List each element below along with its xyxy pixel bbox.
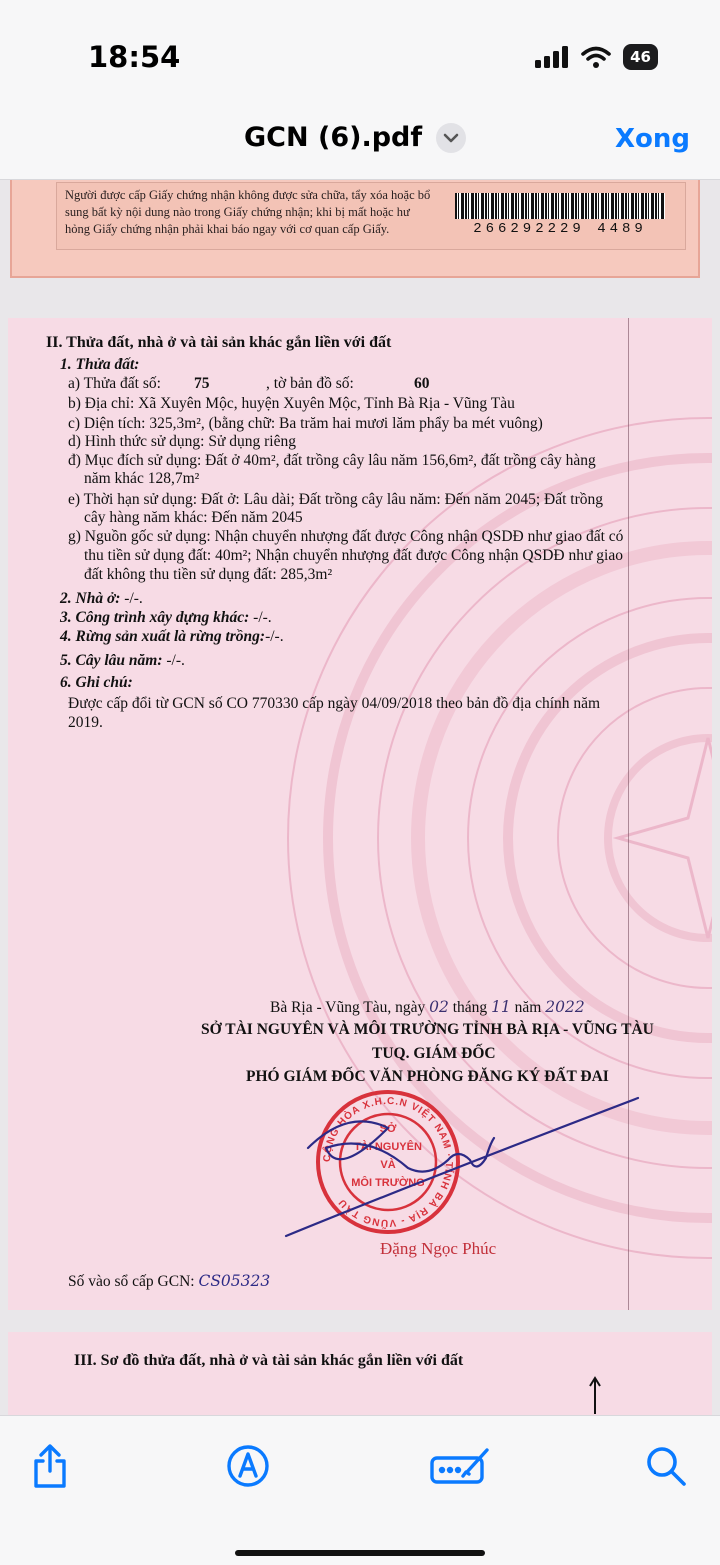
area-line: c) Diện tích: 325,3m², (bằng chữ: Ba trăm hai mươi lăm phẩy ba mét vuông): [68, 415, 543, 432]
status-bar: [0, 0, 720, 110]
origin-line: thu tiền sử dụng đất: 40m²; Nhận chuyển nhượng đất được Công nhận QSDĐ như giao: [84, 547, 623, 564]
home-indicator[interactable]: [235, 1550, 485, 1556]
done-button[interactable]: Xong: [614, 124, 690, 154]
parcel-number-label: a) Thửa đất số:: [68, 375, 161, 392]
section-title: III. Sơ đồ thửa đất, nhà ở và tài sản khác gắn liền với đất: [74, 1352, 464, 1369]
barcode-number: 266292229 4489: [473, 221, 647, 237]
signature-button[interactable]: [428, 1440, 492, 1492]
warning-box: [56, 182, 686, 250]
usage-form-line: d) Hình thức sử dụng: Sử dụng riêng: [68, 433, 296, 450]
registry-number: CS05323: [198, 1272, 271, 1290]
house-item: 2. Nhà ở: -/-.: [60, 590, 143, 607]
other-construction-item: 3. Công trình xây dựng khác: -/-.: [60, 609, 272, 626]
north-arrow-icon: [588, 1376, 602, 1415]
notes-heading: 6. Ghi chú:: [60, 674, 133, 691]
document-title-menu[interactable]: [244, 122, 466, 153]
bottom-toolbar: [0, 1415, 720, 1565]
warning-text: [65, 187, 445, 238]
markup-button[interactable]: [222, 1440, 274, 1492]
wifi-icon: [581, 46, 611, 68]
map-sheet-label: , tờ bản đồ số:: [266, 375, 354, 392]
warning-line: Người được cấp Giấy chứng nhận không được sửa chữa, tẩy xóa hoặc bổ: [65, 188, 431, 202]
map-sheet-number: 60: [414, 375, 430, 392]
note-line: 2019.: [68, 714, 103, 731]
forest-item: 4. Rừng sản xuất là rừng trồng:-/-.: [60, 628, 284, 645]
issue-date: Bà Rịa - Vũng Tàu, ngày 02 tháng 11 năm 2022: [270, 998, 585, 1016]
status-time: 18:54: [88, 40, 181, 74]
svg-text:MÔI TRƯỜNG: MÔI TRƯỜNG: [351, 1177, 425, 1189]
svg-text:SỞ: SỞ: [379, 1123, 397, 1135]
signature-icon[interactable]: [429, 1446, 491, 1486]
authority-name: SỞ TÀI NGUYÊN VÀ MÔI TRƯỜNG TỈNH BÀ RỊA - VŨNG TÀU: [201, 1021, 654, 1038]
search-button[interactable]: [640, 1440, 692, 1492]
markup-icon[interactable]: [226, 1444, 270, 1488]
document-viewport[interactable]: [0, 180, 720, 1415]
chevron-down-icon[interactable]: [436, 123, 466, 153]
signer-name: Đặng Ngọc Phúc: [380, 1239, 497, 1258]
warning-line: hỏng Giấy chứng nhận phải khai báo ngay với cơ quan cấp Giấy.: [65, 222, 390, 236]
usage-term-line: e) Thời hạn sử dụng: Đất ở: Lâu dài; Đất trồng cây lâu năm: Đến năm 2045; Đất trồng: [68, 491, 604, 508]
parcel-number: 75: [194, 375, 210, 392]
warning-line: sung bất kỳ nội dung nào trong Giấy chứng nhận; khi bị mất hoặc hư: [65, 205, 410, 219]
authority-delegation: TUQ. GIÁM ĐỐC: [372, 1045, 496, 1062]
svg-text:CỘNG HÒA X.H.C.N VIỆT NAM · TỈ: CỘNG HÒA X.H.C.N VIỆT NAM · TỈNH BÀ RỊA - VŨNG TÀU: [321, 1095, 455, 1229]
next-page: [8, 1332, 712, 1415]
svg-text:VÀ: VÀ: [380, 1159, 396, 1171]
perennial-item: 5. Cây lâu năm: -/-.: [60, 652, 185, 669]
note-line: Được cấp đổi từ GCN số CO 770330 cấp ngày 04/09/2018 theo bản đồ địa chính năm: [68, 695, 601, 712]
parcel-heading: 1. Thửa đất:: [60, 356, 140, 373]
barcode: [455, 193, 665, 219]
certificate-page: [8, 318, 712, 1310]
search-icon[interactable]: [644, 1444, 688, 1488]
origin-line: g) Nguồn gốc sử dụng: Nhận chuyển nhượng đất được Công nhận QSDĐ như giao đất có: [68, 528, 624, 545]
nav-bar: [0, 110, 720, 180]
status-icons: [535, 44, 658, 70]
share-icon[interactable]: [30, 1443, 70, 1489]
origin-line: đất không thu tiền sử dụng đất: 285,3m²: [84, 566, 333, 583]
document-title[interactable]: GCN (6).pdf: [244, 122, 423, 153]
svg-text:TÀI NGUYÊN: TÀI NGUYÊN: [354, 1141, 422, 1153]
usage-term-line: cây hàng năm khác: Đến năm 2045: [84, 509, 303, 526]
battery-icon: 46: [623, 44, 658, 70]
address-line: b) Địa chỉ: Xã Xuyên Mộc, huyện Xuyên Mộc, Tỉnh Bà Rịa - Vũng Tàu: [68, 395, 515, 412]
usage-purpose-line: năm khác 128,7m²: [84, 470, 200, 487]
registry-line: Số vào sổ cấp GCN: CS05323: [68, 1272, 271, 1290]
usage-purpose-line: đ) Mục đích sử dụng: Đất ở 40m², đất trồng cây lâu năm 156,6m², đất trồng cây hàng: [68, 452, 596, 469]
page-fold: [628, 318, 629, 1310]
authority-title: PHÓ GIÁM ĐỐC VĂN PHÒNG ĐĂNG KÝ ĐẤT ĐAI: [246, 1068, 609, 1085]
previous-page: [10, 180, 700, 278]
section-title: II. Thửa đất, nhà ở và tài sản khác gắn liền với đất: [46, 334, 392, 351]
share-button[interactable]: [24, 1440, 76, 1492]
cellular-signal-icon: [535, 46, 569, 68]
